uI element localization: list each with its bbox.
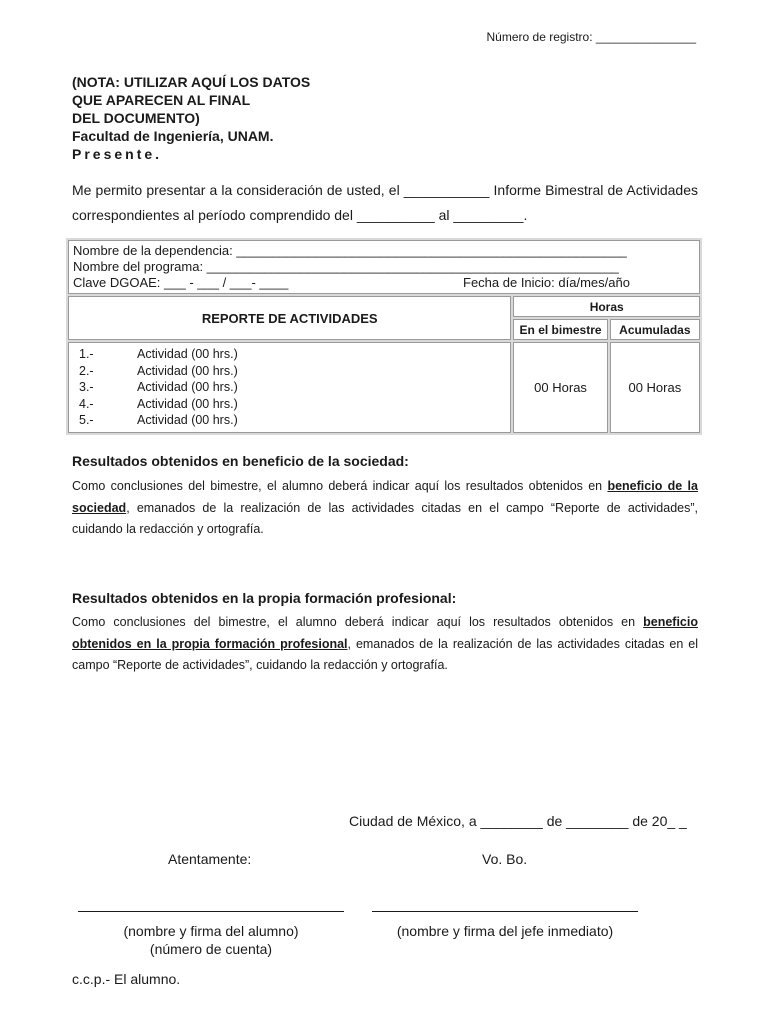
supervisor-signature-line (372, 911, 638, 912)
activity-text: Actividad (00 hrs.) (137, 413, 238, 427)
hours-header: Horas (513, 296, 700, 317)
activity-text: Actividad (00 hrs.) (137, 363, 238, 378)
bimester-header: En el bimestre (513, 319, 607, 340)
list-item (75, 412, 504, 429)
registration-number: Número de registro: _______________ (486, 30, 696, 44)
faculty-line: Facultad de Ingeniería, UNAM. (72, 128, 274, 144)
activity-number: 2.- (79, 363, 94, 378)
activity-number: 4.- (79, 396, 94, 411)
society-results-paragraph (72, 476, 698, 541)
atentamente-label: Atentamente: (168, 851, 252, 867)
list-item (75, 396, 504, 413)
program-info (68, 240, 700, 294)
accumulated-hours-value: 00 Horas (610, 342, 700, 433)
intro-paragraph: Me permito presentar a la consideración de usted, el ___________ Informe Bimestral de Actividades correspondientes al período comprendido del __________ al _________. (72, 182, 698, 223)
accumulated-header: Acumuladas (610, 319, 700, 340)
clave-field: Clave DGOAE: ___ - ___ / ___- ____ (73, 275, 289, 290)
activity-text: Actividad (00 hrs.) (137, 380, 238, 394)
supervisor-signature-caption (372, 922, 638, 940)
list-item (75, 379, 504, 396)
account-number-label: (número de cuenta) (149, 941, 273, 957)
ccp-line: c.c.p.- El alumno. (72, 971, 181, 987)
professional-results-title: Resultados obtenidos en la propia formación profesional: (72, 590, 457, 606)
bimester-hours-value: 00 Horas (513, 342, 607, 433)
student-signature-line (78, 911, 344, 912)
presente-line: Presente. (72, 146, 163, 162)
activities-header: REPORTE DE ACTIVIDADES (68, 296, 511, 340)
nota-line: (NOTA: UTILIZAR AQUÍ LOS DATOS (72, 74, 311, 90)
paragraph-text: Como conclusiones del bimestre, el alumno deberá indicar aquí los resultados obtenidos en (72, 479, 608, 493)
paragraph-text: Como conclusiones del bimestre, el alumno deberá indicar aquí los resultados obtenidos en (72, 615, 644, 629)
activity-text: Actividad (00 hrs.) (137, 347, 238, 361)
paragraph-text: , emanados de la realización de las actividades citadas en el campo “Reporte de actividades”, cuidando la redacción y ortografía. (72, 636, 698, 672)
highlighted-text: beneficio de la sociedad (72, 479, 698, 515)
supervisor-name-label: (nombre y firma del jefe inmediato) (396, 923, 614, 939)
professional-results-paragraph (72, 612, 698, 677)
dependency-field: Nombre de la dependencia: ______________________________________________________ (73, 243, 627, 258)
place-date-line: Ciudad de México, a ________ de ________ de 20_ _ (349, 813, 687, 829)
activities-list (68, 342, 511, 433)
nota-line: DEL DOCUMENTO) (72, 110, 200, 126)
activity-text: Actividad (00 hrs.) (137, 396, 238, 411)
recipient-block (72, 73, 310, 163)
nota-line: QUE APARECEN AL FINAL (72, 92, 251, 108)
society-results-title: Resultados obtenidos en beneficio de la sociedad: (72, 453, 409, 469)
activity-number: 5.- (79, 413, 94, 427)
program-field: Nombre del programa: _________________________________________________________ (73, 259, 619, 274)
list-item (75, 363, 504, 380)
student-signature-caption (78, 922, 344, 958)
paragraph-text: , emanados de la realización de las actividades citadas en el campo “Reporte de actividades”, cuidando la redacción y ortografía. (72, 500, 698, 536)
start-date-field: Fecha de Inicio: día/mes/año (463, 275, 630, 290)
highlighted-text: beneficio obtenidos en la propia formación profesional (72, 615, 698, 651)
activity-number: 3.- (79, 380, 94, 394)
vobo-label: Vo. Bo. (482, 851, 528, 867)
list-item (75, 346, 504, 363)
report-table (66, 238, 702, 435)
activity-number: 1.- (79, 347, 94, 361)
clave-row (73, 275, 695, 291)
student-name-label: (nombre y firma del alumno) (123, 923, 299, 939)
